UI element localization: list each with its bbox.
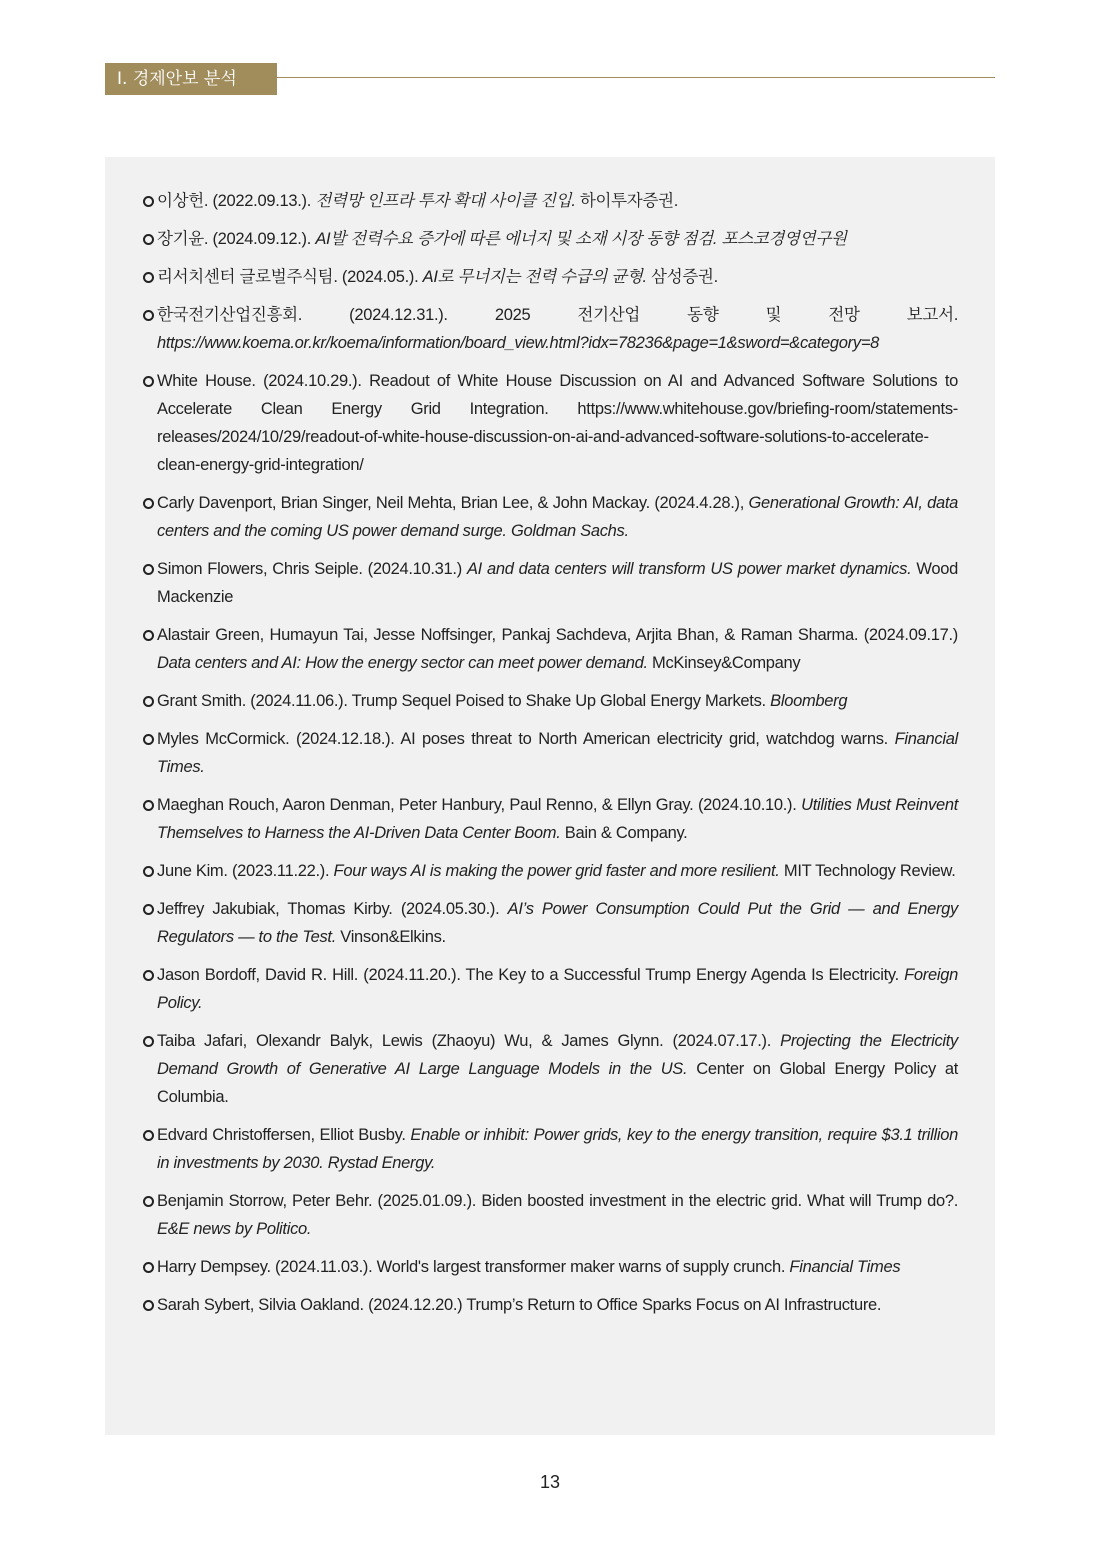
circle-bullet-icon (143, 1300, 154, 1311)
reference-item (143, 225, 958, 253)
reference-pre: Simon Flowers, Chris Seiple. (2024.10.31.) (157, 560, 467, 578)
circle-bullet-icon (143, 734, 154, 745)
reference-title: Bloomberg (770, 692, 848, 710)
reference-title: AI and data centers will transform US power market dynamics. (466, 560, 912, 578)
reference-post: Center on Global Energy Policy at Columbia. (157, 1060, 959, 1106)
reference-title: Foreign Policy. (157, 966, 958, 1012)
reference-pre: White House. (2024.10.29.). Readout of White House Discussion on AI and Advanced Software Solutions to Accelerate Clean Energy Grid Integration. https://www.whitehouse.gov/briefing-room/statements-releases/2024/10/29/readout-of-white-house-discussion-on-ai-and-advanced-software-solutions-to-accelerate-clean-energy-grid-integration/ (157, 372, 958, 474)
reference-pre: Maeghan Rouch, Aaron Denman, Peter Hanbury, Paul Renno, & Ellyn Gray. (2024.10.10.). (157, 796, 802, 814)
reference-title: AI’s Power Consumption Could Put the Grid — and Energy Regulators — to the Test. (157, 900, 958, 946)
reference-item (143, 961, 958, 1017)
reference-item (143, 1027, 958, 1111)
reference-title: Data centers and AI: How the energy sector can meet power demand. (157, 654, 648, 672)
reference-pre: Edvard Christoffersen, Elliot Busby. (157, 1126, 411, 1144)
circle-bullet-icon (143, 1196, 154, 1207)
circle-bullet-icon (143, 866, 154, 877)
reference-post: McKinsey&Company (647, 654, 801, 672)
reference-item (143, 301, 958, 357)
reference-post: MIT Technology Review. (779, 862, 956, 880)
circle-bullet-icon (143, 1130, 154, 1141)
reference-title: Four ways AI is making the power grid faster and more resilient. (333, 862, 780, 880)
reference-item (143, 367, 958, 479)
reference-post: Vinson&Elkins. (336, 928, 446, 946)
reference-item (143, 489, 958, 545)
reference-pre: 이상헌. (2022.09.13.). (157, 192, 316, 210)
reference-item (143, 791, 958, 847)
reference-pre: 리서치센터 글로벌주식팀. (2024.05.). (157, 268, 423, 286)
header-divider (277, 77, 995, 78)
reference-item (143, 895, 958, 951)
reference-pre: Sarah Sybert, Silvia Oakland. (2024.12.20.) Trump’s Return to Office Sparks Focus on AI Infrastructure. (157, 1296, 882, 1314)
reference-item (143, 555, 958, 611)
reference-title: AI로 무너지는 전력 수급의 균형. (422, 268, 647, 286)
circle-bullet-icon (143, 696, 154, 707)
reference-title: Financial Times. (157, 730, 958, 776)
reference-title: AI발 전력수요 증가에 따른 에너지 및 소재 시장 동향 점검. 포스코경영연구원 (315, 230, 847, 248)
reference-pre: Grant Smith. (2024.11.06.). Trump Sequel Poised to Shake Up Global Energy Markets. (157, 692, 771, 710)
reference-item (143, 1291, 958, 1319)
reference-item (143, 687, 958, 715)
reference-title: https://www.koema.or.kr/koema/information/board_view.html?idx=78236&page=1&sword=&category=8 (157, 334, 880, 352)
reference-pre: 한국전기산업진흥회. (2024.12.31.). 2025 전기산업 동향 및 전망 보고서. (157, 306, 958, 324)
reference-item (143, 725, 958, 781)
reference-pre: June Kim. (2023.11.22.). (157, 862, 334, 880)
reference-post: Wood Mackenzie (157, 560, 959, 606)
reference-item (143, 857, 958, 885)
section-label: Ⅰ. 경제안보 분석 (105, 63, 277, 95)
circle-bullet-icon (143, 196, 154, 207)
reference-title: Generational Growth: AI, data centers and the coming US power demand surge. Goldman Sachs. (157, 494, 958, 540)
reference-pre: Alastair Green, Humayun Tai, Jesse Noffsinger, Pankaj Sachdeva, Arjita Bhan, & Raman Sharma. (2024.09.17.) (157, 626, 958, 644)
references-box (105, 157, 995, 1435)
circle-bullet-icon (143, 234, 154, 245)
reference-pre: Myles McCormick. (2024.12.18.). AI poses threat to North American electricity grid, watchdog warns. (157, 730, 895, 748)
circle-bullet-icon (143, 970, 154, 981)
reference-pre: Taiba Jafari, Olexandr Balyk, Lewis (Zhaoyu) Wu, & James Glynn. (2024.07.17.). (157, 1032, 781, 1050)
circle-bullet-icon (143, 310, 154, 321)
reference-title: Projecting the Electricity Demand Growth of Generative AI Large Language Models in the US. (157, 1032, 958, 1078)
circle-bullet-icon (143, 498, 154, 509)
circle-bullet-icon (143, 800, 154, 811)
circle-bullet-icon (143, 564, 154, 575)
reference-pre: Jeffrey Jakubiak, Thomas Kirby. (2024.05.30.). (157, 900, 508, 918)
reference-item (143, 621, 958, 677)
reference-item (143, 263, 958, 291)
reference-title: E&E news by Politico. (157, 1220, 312, 1238)
reference-post: 삼성증권. (646, 268, 718, 286)
circle-bullet-icon (143, 630, 154, 641)
circle-bullet-icon (143, 1262, 154, 1273)
reference-post: 하이투자증권. (575, 192, 679, 210)
reference-pre: 장기윤. (2024.09.12.). (157, 230, 316, 248)
reference-item (143, 1187, 958, 1243)
reference-pre: Jason Bordoff, David R. Hill. (2024.11.20.). The Key to a Successful Trump Energy Agenda Is Electricity. (157, 966, 905, 984)
reference-item (143, 187, 958, 215)
page-number: 13 (539, 1472, 561, 1492)
reference-pre: Carly Davenport, Brian Singer, Neil Mehta, Brian Lee, & John Mackay. (2024.4.28.), (157, 494, 749, 512)
circle-bullet-icon (143, 1036, 154, 1047)
reference-title: 전력망 인프라 투자 확대 사이클 진입. (315, 192, 576, 210)
reference-pre: Harry Dempsey. (2024.11.03.). World's largest transformer maker warns of supply crunch. (157, 1258, 790, 1276)
reference-title: Utilities Must Reinvent Themselves to Harness the AI-Driven Data Center Boom. (157, 796, 958, 842)
circle-bullet-icon (143, 904, 154, 915)
reference-item (143, 1253, 958, 1281)
reference-title: Financial Times (789, 1258, 901, 1276)
circle-bullet-icon (143, 376, 154, 387)
reference-item (143, 1121, 958, 1177)
reference-post: Bain & Company. (560, 824, 688, 842)
reference-list (143, 187, 958, 1329)
reference-pre: Benjamin Storrow, Peter Behr. (2025.01.09.). Biden boosted investment in the electric grid. What will Trump do?. (157, 1192, 958, 1210)
reference-title: Enable or inhibit: Power grids, key to the energy transition, require $3.1 trillion in investments by 2030. Rystad Energy. (157, 1126, 958, 1172)
circle-bullet-icon (143, 272, 154, 283)
